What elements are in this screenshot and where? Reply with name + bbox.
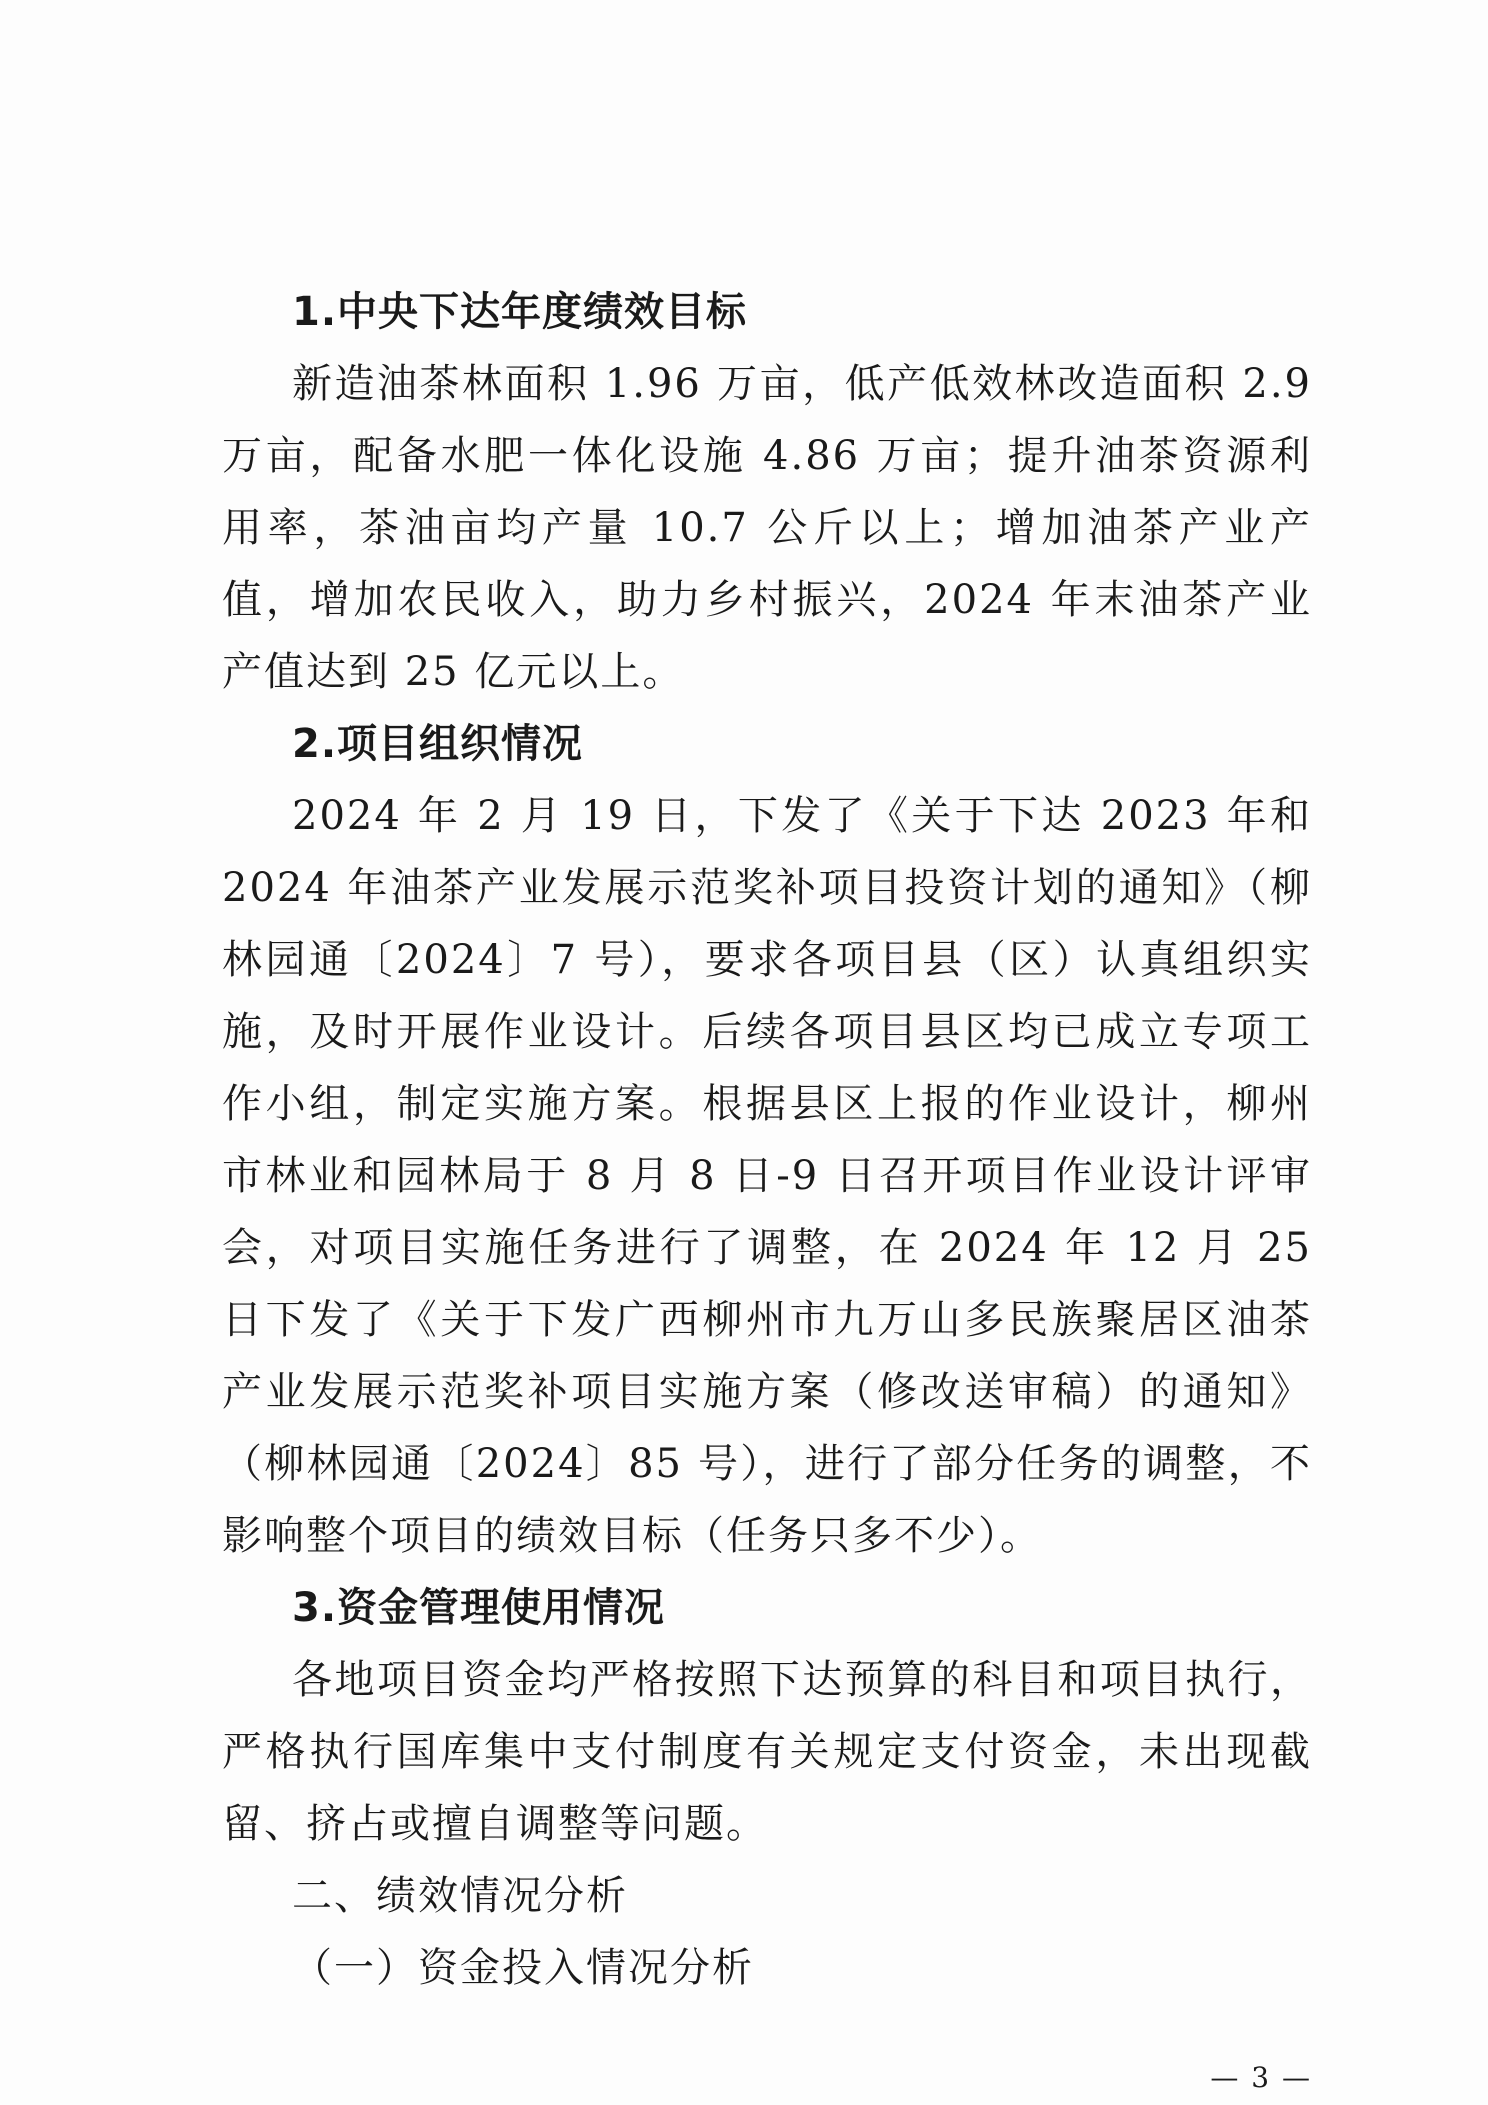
- section-paragraph-fund-management: 各地项目资金均严格按照下达预算的科目和项目执行，严格执行国库集中支付制度有关规定支付资金，未出现截留、挤占或擅自调整等问题。: [222, 1657, 1312, 1847]
- subsection-title: （一）资金投入情况分析: [292, 1945, 754, 1991]
- section-heading-project-organization: 2.项目组织情况: [292, 721, 584, 767]
- section-heading-fund-management: 3.资金管理使用情况: [292, 1585, 666, 1631]
- page-number: — 3 —: [1210, 2061, 1312, 2094]
- part-title: 二、绩效情况分析: [292, 1873, 628, 1919]
- section-paragraph-performance-targets: 新造油茶林面积 1.96 万亩，低产低效林改造面积 2.9 万亩，配备水肥一体化设施 4.86 万亩；提升油茶资源利用率，茶油亩均产量 10.7 公斤以上；增加油茶产业产值，增加农民收入，助力乡村振兴，2024 年末油茶产业产值达到 25 亿元以上。: [222, 361, 1312, 695]
- section-paragraph-project-organization: 2024 年 2 月 19 日，下发了《关于下达 2023 年和 2024 年油茶产业发展示范奖补项目投资计划的通知》（柳林园通〔2024〕7 号），要求各项目县（区）认真组织实施，及时开展作业设计。后续各项目县区均已成立专项工作小组，制定实施方案。根据县区上报的作业设计，柳州市林业和园林局于 8 月 8 日-9 日召开项目作业设计评审会，对项目实施任务进行了调整，在 2024 年 12 月 25 日下发了《关于下发广西柳州市九万山多民族聚居区油茶产业发展示范奖补项目实施方案（修改送审稿）的通知》（柳林园通〔2024〕85 号），进行了部分任务的调整，不影响整个项目的绩效目标（任务只多不少）。: [222, 793, 1312, 1559]
- document-body: [222, 276, 1312, 2004]
- section-heading-performance-targets: 1.中央下达年度绩效目标: [292, 289, 748, 335]
